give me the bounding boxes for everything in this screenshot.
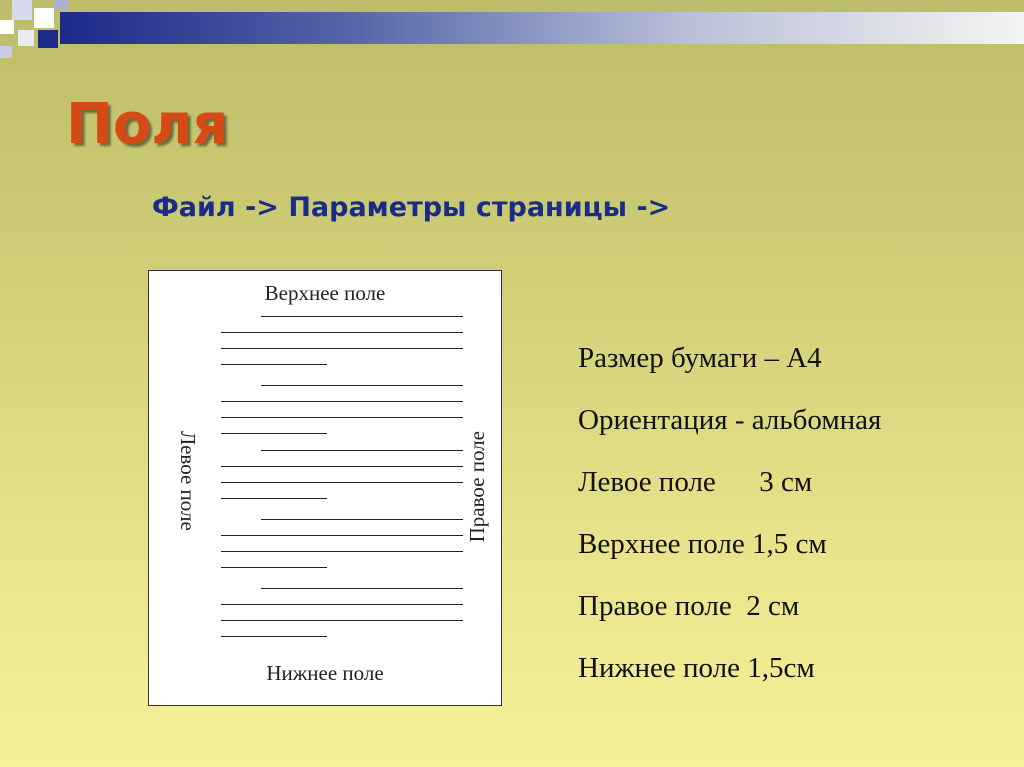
decor-square bbox=[0, 20, 14, 34]
decor-square bbox=[38, 30, 58, 48]
page-margins-diagram bbox=[148, 270, 502, 706]
left-margin-label: Левое поле bbox=[176, 431, 200, 531]
text-line bbox=[221, 364, 327, 365]
text-line bbox=[221, 417, 463, 418]
text-line bbox=[221, 567, 327, 568]
text-line bbox=[221, 636, 327, 637]
decor-square bbox=[0, 46, 12, 58]
page-settings-list bbox=[578, 330, 881, 702]
setting-left-margin: Левое поле 3 см bbox=[578, 466, 813, 498]
text-line bbox=[221, 482, 463, 483]
decor-square bbox=[54, 0, 68, 10]
text-line bbox=[261, 385, 463, 386]
setting-top-margin: Верхнее поле 1,5 см bbox=[578, 528, 827, 560]
text-line bbox=[221, 620, 463, 621]
decor-square bbox=[34, 8, 54, 28]
setting-right-margin: Правое поле 2 см bbox=[578, 590, 800, 622]
text-line bbox=[221, 401, 463, 402]
text-line bbox=[221, 535, 463, 536]
setting-bottom-margin: Нижнее поле 1,5см bbox=[578, 652, 815, 684]
text-line bbox=[261, 450, 463, 451]
setting-orientation: Ориентация - альбомная bbox=[578, 404, 882, 436]
text-line bbox=[221, 348, 463, 349]
slide-title: Поля bbox=[66, 92, 229, 157]
setting-paper-size: Размер бумаги – А4 bbox=[578, 342, 822, 374]
text-line bbox=[261, 588, 463, 589]
text-line bbox=[221, 551, 463, 552]
bottom-margin-label: Нижнее поле bbox=[266, 661, 384, 685]
menu-path: Файл -> Параметры страницы -> bbox=[152, 192, 671, 223]
text-line bbox=[261, 519, 463, 520]
right-margin-label: Правое поле bbox=[465, 431, 489, 543]
decor-square bbox=[12, 0, 32, 20]
text-line bbox=[221, 604, 463, 605]
text-line bbox=[221, 332, 463, 333]
text-line bbox=[221, 466, 463, 467]
text-line bbox=[261, 316, 463, 317]
header-gradient-bar bbox=[60, 12, 1024, 44]
decor-square bbox=[18, 30, 34, 46]
text-line bbox=[221, 498, 327, 499]
top-margin-label: Верхнее поле bbox=[264, 281, 386, 305]
text-line bbox=[221, 433, 327, 434]
